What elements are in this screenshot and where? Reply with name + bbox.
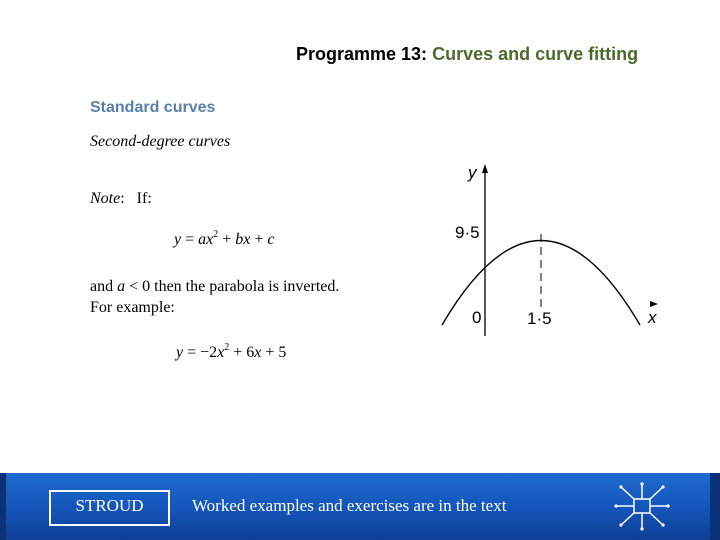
programme-topic: Curves and curve fitting	[432, 44, 639, 64]
x-axis-arrow	[650, 301, 658, 307]
inverted-parabola-paragraph: and a < 0 then the parabola is inverted. For example:	[90, 278, 340, 316]
note-text: If:	[136, 190, 152, 207]
note-colon: :	[120, 190, 125, 207]
peak-y-label: 9·5	[455, 223, 480, 242]
subsection-title: Second-degree curves	[90, 133, 231, 150]
origin-label: 0	[472, 308, 482, 327]
vertex-x-label: 1·5	[527, 309, 552, 328]
x-axis-label: x	[648, 308, 657, 327]
footer-left-edge	[0, 473, 6, 540]
y-axis-arrow	[482, 164, 488, 173]
parabola-graph	[430, 158, 670, 343]
y-axis-label: y	[468, 163, 477, 182]
section-title: Standard curves	[90, 99, 216, 116]
network-node-icon	[612, 481, 672, 533]
stroud-logo: STROUD	[49, 490, 170, 526]
example-quadratic-formula: $y = -2x^2 + 6x + 5$	[176, 342, 287, 361]
page-header	[296, 44, 638, 65]
programme-number: Programme 13:	[296, 44, 428, 64]
footer-bar	[0, 473, 720, 540]
footer-right-edge	[710, 473, 720, 540]
footer-text: Worked examples and exercises are in the text	[192, 496, 507, 515]
note-label: Note	[90, 190, 121, 207]
general-quadratic-formula: $y = ax^2$ + bx + c	[174, 229, 275, 248]
note-line	[90, 190, 152, 208]
